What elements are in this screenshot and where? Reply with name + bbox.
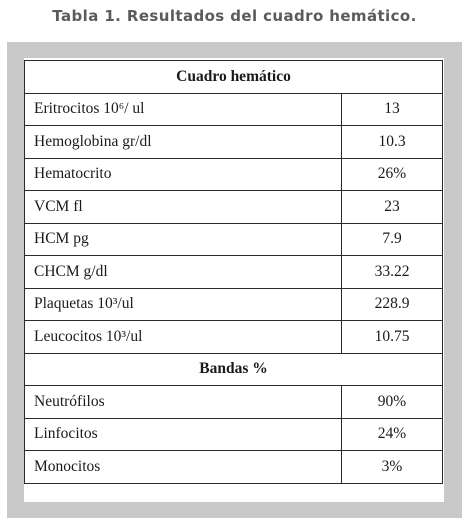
- table-row: [25, 191, 443, 224]
- blood-count-table: [24, 60, 443, 484]
- row-value: 3%: [342, 451, 443, 484]
- table-row: [25, 418, 443, 451]
- row-label: HCM pg: [25, 223, 342, 256]
- table-row: [25, 256, 443, 289]
- table-row: [25, 386, 443, 419]
- row-label: Plaquetas 10³/ul: [25, 288, 342, 321]
- row-value: 228.9: [342, 288, 443, 321]
- table-frame: [7, 42, 462, 518]
- row-label: Eritrocitos 10⁶/ ul: [25, 93, 342, 126]
- table-row: [25, 451, 443, 484]
- row-value: 10.3: [342, 126, 443, 159]
- row-label: Leucocitos 10³/ul: [25, 321, 342, 354]
- table-container: [24, 58, 444, 502]
- row-label: Monocitos: [25, 451, 342, 484]
- row-value: 23: [342, 191, 443, 224]
- section-header: Bandas %: [25, 353, 443, 386]
- table-row: [25, 158, 443, 191]
- row-label: VCM fl: [25, 191, 342, 224]
- row-value: 7.9: [342, 223, 443, 256]
- table-row: [25, 223, 443, 256]
- table-row: [25, 288, 443, 321]
- row-label: Linfocitos: [25, 418, 342, 451]
- section-header-row: [25, 353, 443, 386]
- table-row: [25, 126, 443, 159]
- table-row: [25, 93, 443, 126]
- table-caption: Tabla 1. Resultados del cuadro hemático.: [52, 7, 417, 25]
- section-header-row: [25, 61, 443, 94]
- row-label: CHCM g/dl: [25, 256, 342, 289]
- row-value: 90%: [342, 386, 443, 419]
- row-label: Hemoglobina gr/dl: [25, 126, 342, 159]
- row-label: Neutrófilos: [25, 386, 342, 419]
- row-value: 33.22: [342, 256, 443, 289]
- row-value: 24%: [342, 418, 443, 451]
- row-value: 13: [342, 93, 443, 126]
- row-value: 10.75: [342, 321, 443, 354]
- table-row: [25, 321, 443, 354]
- row-value: 26%: [342, 158, 443, 191]
- row-label: Hematocrito: [25, 158, 342, 191]
- section-header: Cuadro hemático: [25, 61, 443, 94]
